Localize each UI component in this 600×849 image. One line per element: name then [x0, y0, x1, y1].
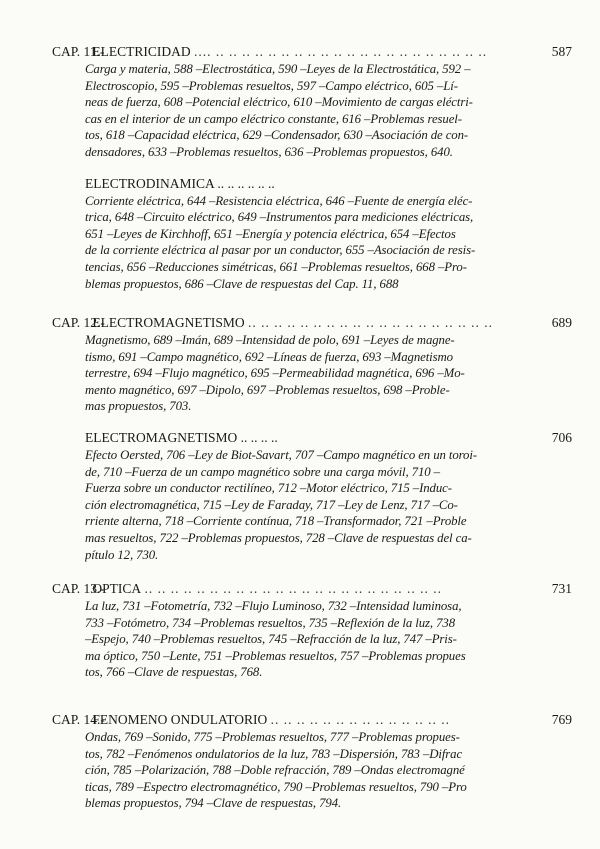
- topic-line: cas en el interior de un campo eléctrico constante, 616 –Problemas resuel-: [85, 111, 462, 126]
- topic-line: Fuerza sobre un conductor rectilíneo, 712 –Motor eléctrico, 715 –Induc-: [85, 481, 452, 496]
- chapter-title: ELECTROMAGNETISMO: [92, 315, 245, 330]
- topic-line: neas de fuerza, 608 –Potencial eléctrico, 610 –Movimiento de cargas eléctri-: [85, 95, 473, 110]
- topic-line: ción electromagnética, 715 –Ley de Faraday, 717 –Ley de Lenz, 717 –Co-: [85, 497, 458, 512]
- topic-line: Electroscopio, 595 –Problemas resueltos, 597 –Campo eléctrico, 605 –Lí-: [85, 78, 458, 93]
- topic-line: tos, 766 –Clave de respuestas, 768.: [85, 665, 263, 680]
- chapter-number: CAP. 13.-: [52, 581, 105, 596]
- topic-line: pítulo 12, 730.: [85, 547, 159, 562]
- topic-line: blemas propuestos, 686 –Clave de respuestas del Cap. 11, 688: [85, 276, 399, 291]
- chapter-heading: [52, 314, 572, 332]
- page-number: 706: [548, 429, 572, 447]
- topic-line: mas resueltos, 722 –Problemas propuestos, 728 –Clave de respuestas del ca-: [85, 530, 472, 545]
- topic-line: La luz, 731 –Fotometría, 732 –Flujo Luminoso, 732 –Intensidad luminosa,: [85, 599, 462, 613]
- topic-list: [52, 61, 572, 161]
- chapter-number: CAP. 11.-: [52, 44, 105, 59]
- subsection-title: ELECTROMAGNETISMO: [85, 429, 238, 445]
- topic-line: ticas, 789 –Espectro electromagnético, 790 –Problemas resueltos, 790 –Pro: [85, 779, 467, 794]
- chapter-heading: [52, 580, 572, 598]
- chapter-number: CAP. 14.-: [52, 712, 105, 727]
- dot-leader: .. .. .. ..: [240, 429, 278, 445]
- topic-line: tos, 782 –Fenómenos ondulatorios de la luz, 783 –Dispersión, 783 –Difrac: [85, 746, 463, 761]
- dot-leader: .. .. .. .. .. .. .. .. .. .. .. .. .. .. .. .. .. .. ..: [248, 315, 493, 330]
- dot-leader: .... .. .. .. .. .. .. .. .. .. .. .. .. .. .. .. .. .. .. .. .. ..: [194, 44, 488, 59]
- toc-entry-cap-13: [52, 580, 572, 681]
- topic-line: mas propuestos, 703.: [85, 399, 192, 414]
- page-number: 769: [548, 711, 572, 729]
- chapter-heading: [52, 43, 572, 61]
- topic-list: [52, 447, 572, 563]
- dot-leader: .. .. .. .. .. .. .. .. .. .. .. .. .. .. .. .. .. .. .. .. .. .. ..: [144, 581, 443, 596]
- topic-line: trica, 648 –Circuito eléctrico, 649 –Instrumentos para mediciones eléctricas,: [85, 210, 474, 225]
- topic-line: ción, 785 –Polarización, 788 –Doble refracción, 789 –Ondas electromagné: [85, 763, 465, 778]
- topic-line: ma óptico, 750 –Lente, 751 –Problemas resueltos, 757 –Problemas propues: [85, 648, 466, 663]
- dot-leader: .. .. .. .. .. ..: [217, 175, 275, 191]
- dot-leader: .. .. .. .. .. .. .. .. .. .. .. .. .. ..: [270, 712, 450, 727]
- page-number: 731: [548, 580, 572, 598]
- topic-line: mento magnético, 697 –Dipolo, 697 –Problemas resueltos, 698 –Proble-: [85, 382, 450, 397]
- topic-line: Efecto Oersted, 706 –Ley de Biot-Savart, 707 –Campo magnético en un toroi-: [85, 447, 477, 462]
- topic-line: Corriente eléctrica, 644 –Resistencia eléctrica, 646 –Fuente de energía eléc-: [85, 193, 473, 208]
- topic-line: blemas propuestos, 794 –Clave de respuestas, 794.: [85, 796, 342, 811]
- topic-list: [52, 193, 572, 293]
- chapter-heading: [52, 711, 572, 729]
- topic-line: –Espejo, 740 –Problemas resueltos, 745 –Refracción de la luz, 747 –Pris-: [85, 632, 457, 647]
- chapter-title: ELECTRICIDAD: [92, 44, 191, 59]
- page-number: 689: [548, 314, 572, 332]
- topic-line: densadores, 633 –Problemas resueltos, 636 –Problemas propuestos, 640.: [85, 144, 453, 159]
- topic-line: tismo, 691 –Campo magnético, 692 –Líneas de fuerza, 693 –Magnetismo: [85, 349, 453, 364]
- toc-entry-cap-12: [52, 314, 572, 563]
- subsection-heading: [52, 175, 572, 193]
- topic-line: 651 –Leyes de Kirchhoff, 651 –Energía y potencia eléctrica, 654 –Efectos: [85, 226, 456, 241]
- topic-list: [52, 729, 572, 812]
- topic-line: Carga y materia, 588 –Electrostática, 590 –Leyes de la Electrostática, 592 –: [85, 62, 471, 76]
- topic-line: Ondas, 769 –Sonido, 775 –Problemas resueltos, 777 –Problemas propues-: [85, 730, 460, 744]
- topic-line: 733 –Fotómetro, 734 –Problemas resueltos, 735 –Reflexión de la luz, 738: [85, 615, 456, 630]
- topic-line: rriente alterna, 718 –Corriente contínua, 718 –Transformador, 721 –Proble: [85, 514, 467, 529]
- toc-entry-cap-14: [52, 711, 572, 812]
- subsection-title: ELECTRODINAMICA: [85, 175, 214, 191]
- subsection-heading: [52, 429, 572, 447]
- topic-line: de la corriente eléctrica al pasar por un conductor, 655 –Asociación de resis-: [85, 243, 476, 258]
- chapter-number: CAP. 12.-: [52, 315, 105, 330]
- chapter-title: FENOMENO ONDULATORIO: [92, 712, 268, 727]
- chapter-title: OPTICA: [92, 581, 142, 596]
- toc-entry-cap-11: [52, 43, 572, 292]
- page-number: 587: [548, 43, 572, 61]
- topic-line: Magnetismo, 689 –Imán, 689 –Intensidad de polo, 691 –Leyes de magne-: [85, 333, 455, 347]
- topic-line: tos, 618 –Capacidad eléctrica, 629 –Condensador, 630 –Asociación de con-: [85, 128, 469, 143]
- topic-line: tencias, 656 –Reducciones simétricas, 661 –Problemas resueltos, 668 –Pro-: [85, 259, 467, 274]
- topic-line: de, 710 –Fuerza de un campo magnético sobre una carga móvil, 710 –: [85, 464, 440, 479]
- topic-list: [52, 598, 572, 681]
- topic-line: terrestre, 694 –Flujo magnético, 695 –Permeabilidad magnética, 696 –Mo-: [85, 366, 465, 381]
- topic-list: [52, 332, 572, 415]
